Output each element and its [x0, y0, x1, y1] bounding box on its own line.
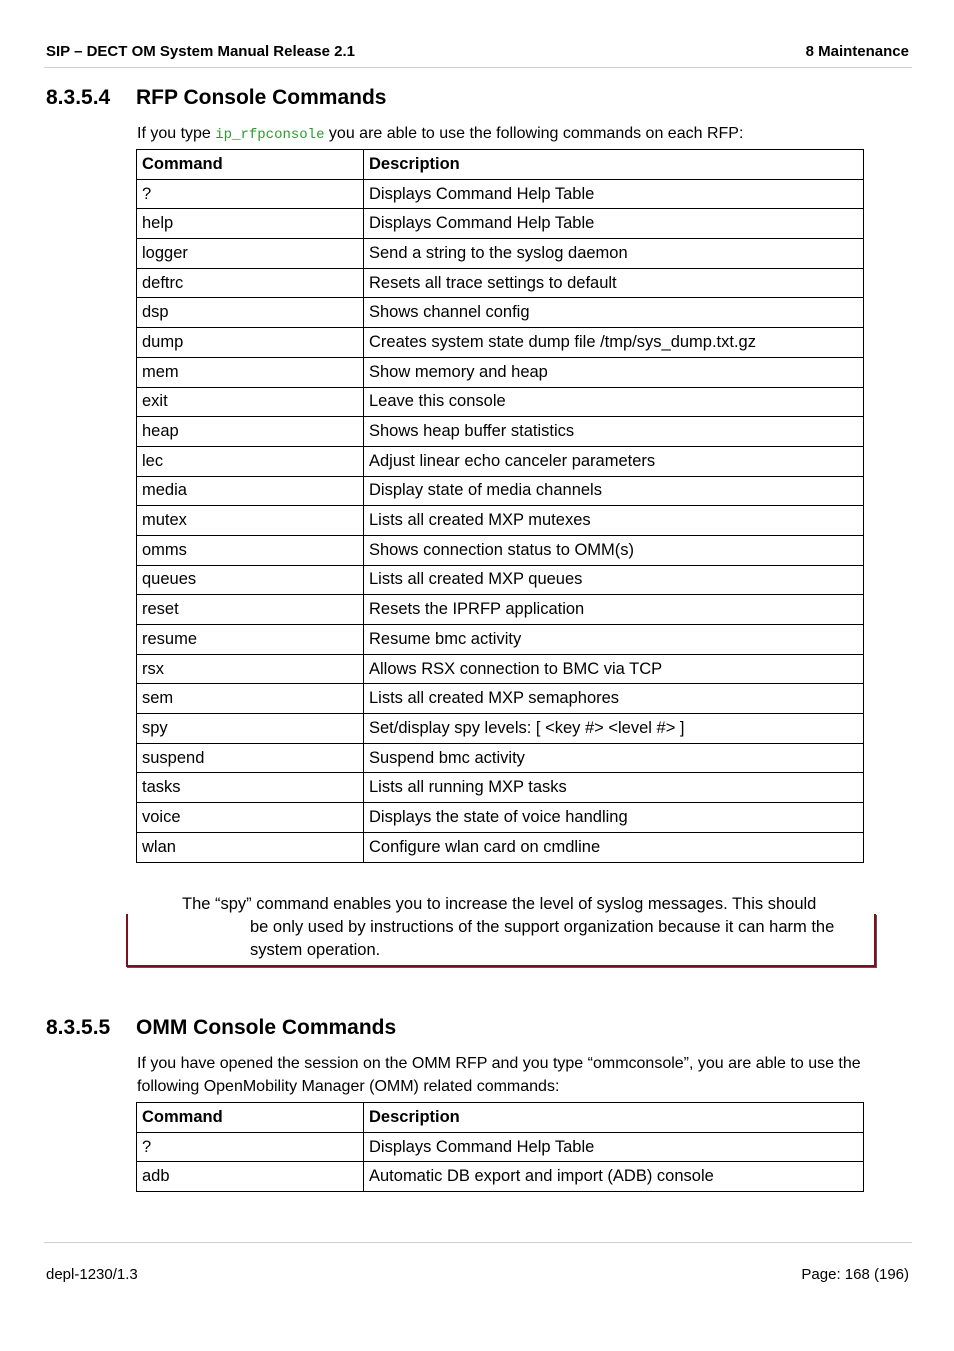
command-cell: tasks [137, 773, 364, 803]
intro-text: you are able to use the following commands on each RFP: [324, 125, 744, 142]
table-row [137, 446, 864, 476]
table-row [137, 476, 864, 506]
command-cell: voice [137, 803, 364, 833]
document-title: SIP – DECT OM System Manual Release 2.1 [46, 43, 356, 60]
table-row [137, 565, 864, 595]
description-cell: Lists all created MXP mutexes [364, 506, 864, 536]
command-cell: adb [137, 1162, 364, 1192]
rfp-intro-paragraph [137, 122, 867, 147]
command-cell: resume [137, 625, 364, 655]
description-cell: Lists all running MXP tasks [364, 773, 864, 803]
note-line: be only used by instructions of the support organization because it can harm the system operation. [250, 918, 835, 959]
section-number: 8.3.5.5 [46, 1016, 111, 1039]
table-row [137, 209, 864, 239]
description-cell: Shows connection status to OMM(s) [364, 535, 864, 565]
command-cell: dump [137, 328, 364, 358]
description-cell: Set/display spy levels: [ <key #> <level #> ] [364, 714, 864, 744]
table-row [137, 595, 864, 625]
command-cell: dsp [137, 298, 364, 328]
command-cell: heap [137, 417, 364, 447]
table-row [137, 535, 864, 565]
rfp-commands-table [136, 149, 864, 863]
section-title: OMM Console Commands [136, 1016, 397, 1039]
omm-commands-table [136, 1102, 864, 1192]
command-cell: lec [137, 446, 364, 476]
command-cell: ? [137, 1132, 364, 1162]
command-cell: mem [137, 357, 364, 387]
command-cell: queues [137, 565, 364, 595]
page-header [44, 42, 912, 68]
table-row [137, 298, 864, 328]
command-cell: media [137, 476, 364, 506]
footer-divider [44, 1242, 912, 1243]
column-header-description: Description [364, 150, 864, 180]
table-row [137, 506, 864, 536]
column-header-command: Command [137, 150, 364, 180]
table-row [137, 1162, 864, 1192]
note-line: The “spy” command enables you to increase the level of syslog messages. This should [182, 895, 817, 913]
table-row [137, 268, 864, 298]
description-cell: Resume bmc activity [364, 625, 864, 655]
table-row [137, 239, 864, 269]
table-row [137, 357, 864, 387]
command-cell: exit [137, 387, 364, 417]
section-title: RFP Console Commands [136, 86, 387, 109]
table-row [137, 1132, 864, 1162]
description-cell: Allows RSX connection to BMC via TCP [364, 654, 864, 684]
description-cell: Lists all created MXP queues [364, 565, 864, 595]
description-cell: Suspend bmc activity [364, 743, 864, 773]
section-heading-omm [46, 1016, 396, 1040]
command-code: ip_rfpconsole [215, 127, 325, 143]
description-cell: Displays Command Help Table [364, 1132, 864, 1162]
table-row [137, 743, 864, 773]
table-row [137, 654, 864, 684]
command-cell: suspend [137, 743, 364, 773]
description-cell: Show memory and heap [364, 357, 864, 387]
command-cell: rsx [137, 654, 364, 684]
description-cell: Shows channel config [364, 298, 864, 328]
table-row [137, 625, 864, 655]
table-header-row [137, 1103, 864, 1133]
section-heading-rfp [46, 86, 386, 110]
command-cell: mutex [137, 506, 364, 536]
table-row [137, 714, 864, 744]
table-row [137, 684, 864, 714]
table-row [137, 387, 864, 417]
description-cell: Display state of media channels [364, 476, 864, 506]
table-row [137, 832, 864, 862]
page-number: Page: 168 (196) [801, 1266, 909, 1283]
command-cell: sem [137, 684, 364, 714]
column-header-description: Description [364, 1103, 864, 1133]
description-cell: Shows heap buffer statistics [364, 417, 864, 447]
description-cell: Adjust linear echo canceler parameters [364, 446, 864, 476]
table-row [137, 328, 864, 358]
command-cell: logger [137, 239, 364, 269]
description-cell: Displays the state of voice handling [364, 803, 864, 833]
command-cell: omms [137, 535, 364, 565]
chapter-title: 8 Maintenance [805, 43, 909, 60]
command-cell: wlan [137, 832, 364, 862]
intro-text: If you type [137, 125, 216, 142]
description-cell: Resets the IPRFP application [364, 595, 864, 625]
command-cell: ? [137, 179, 364, 209]
table-row [137, 417, 864, 447]
description-cell: Resets all trace settings to default [364, 268, 864, 298]
omm-intro-paragraph: If you have opened the session on the OMM RFP and you type “ommconsole”, you are able to use the following OpenMobility Manager (OMM) related commands: [137, 1055, 861, 1095]
command-cell: deftrc [137, 268, 364, 298]
command-cell: spy [137, 714, 364, 744]
description-cell: Displays Command Help Table [364, 209, 864, 239]
description-cell: Automatic DB export and import (ADB) console [364, 1162, 864, 1192]
command-cell: help [137, 209, 364, 239]
column-header-command: Command [137, 1103, 364, 1133]
table-header-row [137, 150, 864, 180]
table-row [137, 803, 864, 833]
note-text [182, 893, 872, 962]
description-cell: Send a string to the syslog daemon [364, 239, 864, 269]
command-cell: reset [137, 595, 364, 625]
section-number: 8.3.5.4 [46, 86, 111, 109]
description-cell: Lists all created MXP semaphores [364, 684, 864, 714]
description-cell: Creates system state dump file /tmp/sys_dump.txt.gz [364, 328, 864, 358]
table-row [137, 773, 864, 803]
description-cell: Leave this console [364, 387, 864, 417]
description-cell: Configure wlan card on cmdline [364, 832, 864, 862]
description-cell: Displays Command Help Table [364, 179, 864, 209]
table-row [137, 179, 864, 209]
document-id: depl-1230/1.3 [46, 1266, 138, 1283]
